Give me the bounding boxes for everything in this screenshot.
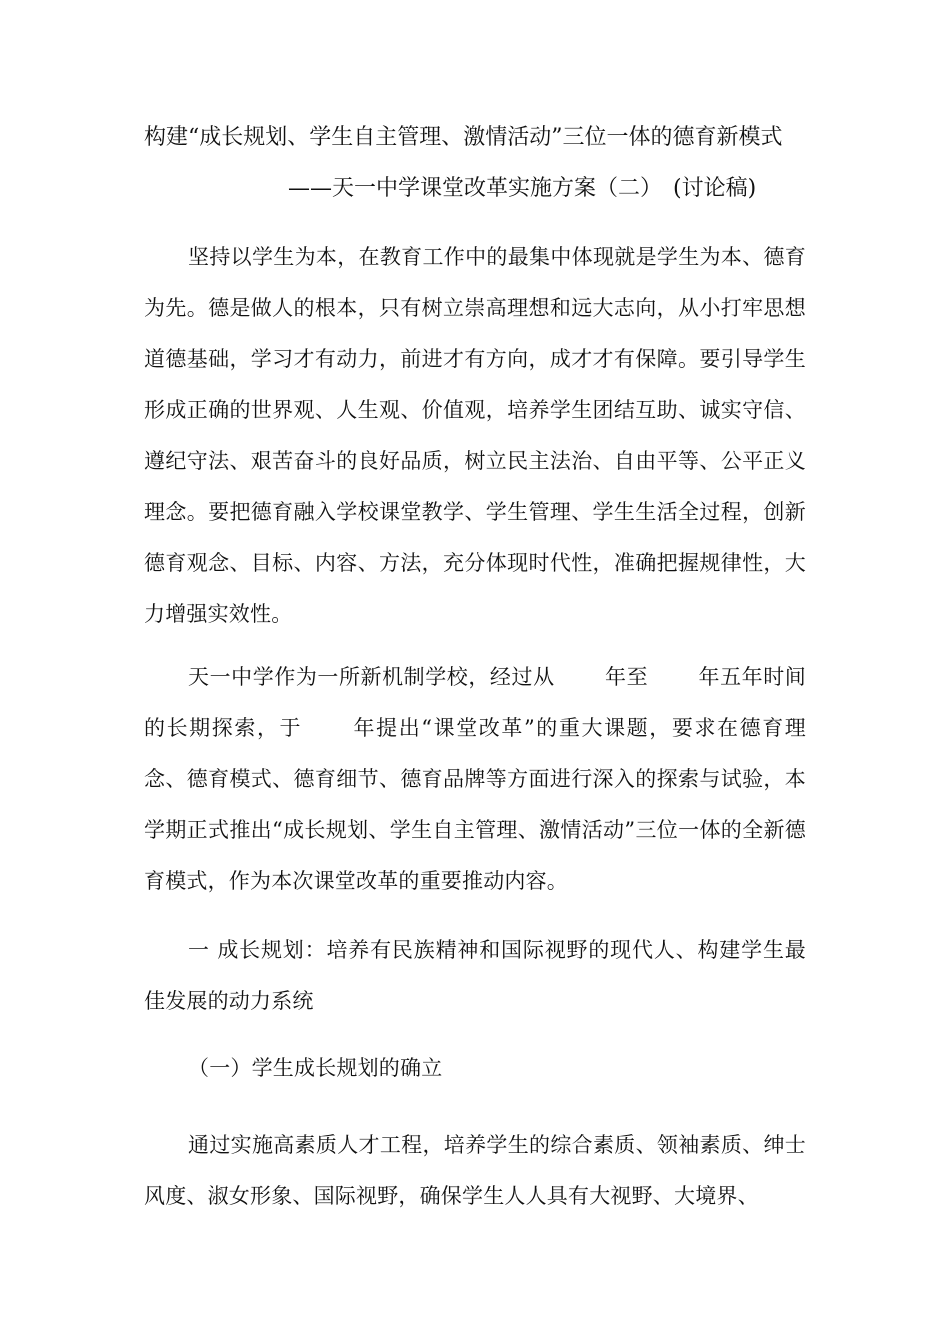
document-subtitle: ——天一中学课堂改革实施方案（二） (讨论稿)	[288, 176, 757, 201]
paragraph-talent-project: 通过实施高素质人才工程，培养学生的综合素质、领袖素质、绅士风度、淑女形象、国际视野，确保学生人人具有大视野、大境界、	[144, 1133, 806, 1208]
document-title: 构建“成长规划、学生自主管理、激情活动”三位一体的德育新模式	[144, 125, 783, 150]
section-heading: 一 成长规划：培养有民族精神和国际视野的现代人、构建学生最佳发展的动力系统	[144, 938, 806, 1013]
paragraph-text: 间的长期探索，于	[144, 665, 806, 740]
paragraph-text: 年五年时	[698, 665, 785, 689]
subsection-heading: （一）学生成长规划的确立	[188, 1056, 443, 1080]
paragraph-school-background	[144, 652, 806, 907]
paragraph-text: 年至	[604, 665, 649, 689]
paragraph-text: 天一中学作为一所新机制学校，经过从	[188, 665, 555, 689]
paragraph-text: 年提出“课堂改革”的重大课题，要求在德育理念、德育模式、德育细节、德育品牌等方面进行深入的探索与试验，本学期正式推出“成长规划、学生自主管理、激情活动”三位一体的全新德育模式，作为本次课堂改革的重要推动内容。	[144, 716, 807, 893]
paragraph-moral-education-principle: 坚持以学生为本，在教育工作中的最集中体现就是学生为本、德育为先。德是做人的根本，只有树立崇高理想和远大志向，从小打牢思想道德基础，学习才有动力，前进才有方向，成才才有保障。要引导学生形成正确的世界观、人生观、价值观，培养学生团结互助、诚实守信、遵纪守法、艰苦奋斗的良好品质，树立民主法治、自由平等、公平正义理念。要把德育融入学校课堂教学、学生管理、学生生活全过程，创新德育观念、目标、内容、方法，充分体现时代性，准确把握规律性，大力增强实效性。	[144, 245, 806, 626]
